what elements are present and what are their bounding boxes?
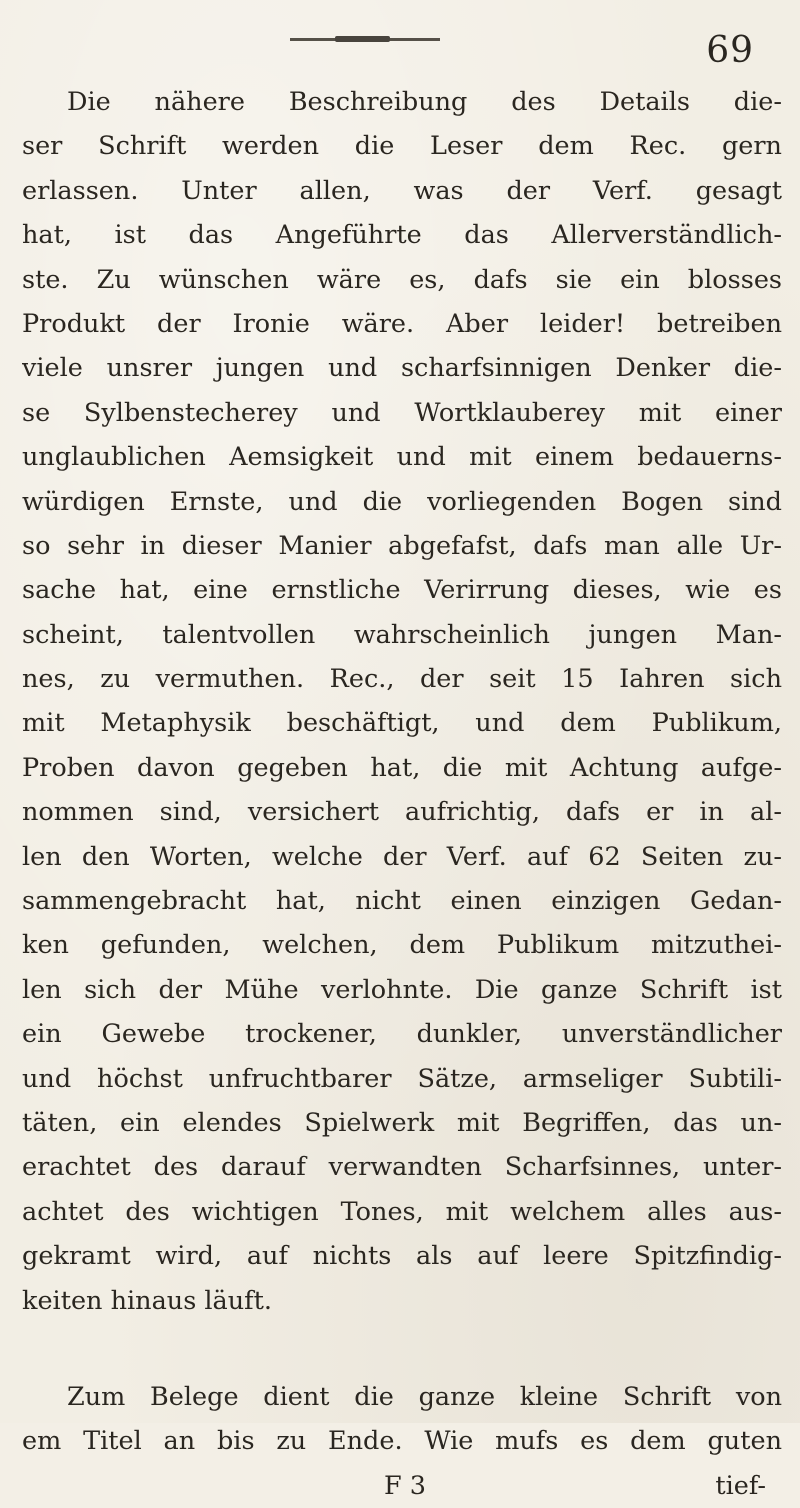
text-line: mit Metaphysik beschäftigt, und dem Publikum, — [22, 708, 782, 739]
text-body — [22, 80, 782, 1508]
text-line: sache hat, eine ernstliche Verirrung dieses, wie es — [22, 575, 782, 606]
text-line: unglaublichen Aemsigkeit und mit einem bedauerns- — [22, 442, 782, 473]
text-line: len sich der Mühe verlohnte. Die ganze Schrift ist — [22, 974, 782, 1005]
text-line: sammengebracht hat, nicht einen einzigen Gedan- — [22, 886, 782, 917]
text-line: se Sylbenstecherey und Wortklauberey mit einer — [22, 397, 782, 428]
text-line: gekramt wird, auf nichts als auf leere Spitzfindig- — [22, 1241, 782, 1272]
text-line: Die nähere Beschreibung des Details die- — [67, 87, 782, 117]
paragraph-2 — [22, 1375, 782, 1464]
text-line: Zum Belege dient die ganze kleine Schrift von — [67, 1381, 782, 1412]
text-line: nes, zu vermuthen. Rec., der seit 15 Iahren sich — [22, 664, 782, 695]
signature-mark: F 3 — [384, 1470, 427, 1501]
paragraph-1 — [22, 80, 782, 1323]
text-line: hat, ist das Angeführte das Allerverständlich- — [22, 220, 782, 251]
catchword: tief- — [715, 1470, 766, 1501]
text-line: keiten hinaus läuft. — [22, 1285, 272, 1316]
text-line: Produkt der Ironie wäre. Aber leider! betreiben — [22, 308, 782, 339]
text-line: ein Gewebe trockener, dunkler, unverständlicher — [22, 1019, 782, 1050]
text-line: und höchst unfruchtbarer Sätze, armseliger Subtili- — [22, 1063, 782, 1094]
header-rule — [290, 38, 440, 41]
text-line: em Titel an bis zu Ende. Wie mufs es dem guten — [22, 1426, 782, 1457]
page-number: 69 — [706, 30, 754, 71]
text-line: ste. Zu wünschen wäre es, dafs sie ein blosses — [22, 264, 782, 295]
text-line: täten, ein elendes Spielwerk mit Begriffen, das un- — [22, 1107, 782, 1138]
text-line: achtet des wichtigen Tones, mit welchem alles aus- — [22, 1196, 782, 1227]
text-line: erlassen. Unter allen, was der Verf. gesagt — [22, 175, 782, 206]
text-line: Proben davon gegeben hat, die mit Achtung aufge- — [22, 752, 782, 783]
text-line: ser Schrift werden die Leser dem Rec. gern — [22, 131, 782, 162]
paragraph-gap — [22, 1323, 782, 1375]
text-line: viele unsrer jungen und scharfsinnigen Denker die- — [22, 353, 782, 384]
text-line: so sehr in dieser Manier abgefafst, dafs man alle Ur- — [22, 530, 782, 561]
text-line: würdigen Ernste, und die vorliegenden Bogen sind — [22, 486, 782, 517]
text-line: erachtet des darauf verwandten Scharfsinnes, unter- — [22, 1152, 782, 1183]
text-line: nommen sind, versichert aufrichtig, dafs er in al- — [22, 797, 782, 828]
text-line: scheint, talentvollen wahrscheinlich jungen Man- — [22, 619, 782, 650]
page-footer — [22, 1464, 782, 1508]
text-line: len den Worten, welche der Verf. auf 62 Seiten zu- — [22, 841, 782, 872]
text-line: ken gefunden, welchen, dem Publikum mitzuthei- — [22, 930, 782, 961]
